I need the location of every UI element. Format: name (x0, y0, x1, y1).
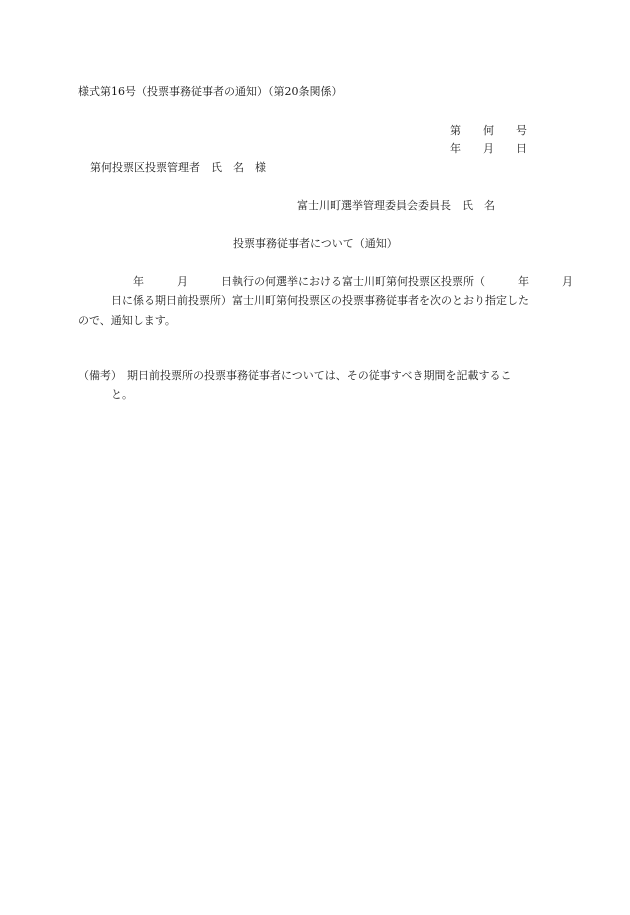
recipient: 第何投票区投票管理者 氏 名 様 (90, 161, 266, 174)
body-line: ので、通知します。 (78, 314, 176, 327)
remarks-line: 期日前投票所の投票事務従事者については、その従事すべき期間を記載するこ (127, 369, 512, 382)
remarks-line: と。 (111, 388, 133, 401)
document-date: 年 月 日 (450, 142, 527, 155)
remarks-label: （備考） (78, 369, 122, 382)
form-title: 様式第16号（投票事務従事者の通知）（第20条関係） (78, 85, 343, 98)
body-line: 年 月 日執行の何選挙における富士川町第何投票区投票所（ 年 月 (78, 275, 573, 288)
sender: 富士川町選挙管理委員会委員長 氏 名 (297, 199, 495, 212)
document-number: 第 何 号 (450, 124, 527, 137)
subject-title: 投票事務従事者について（通知） (233, 237, 398, 250)
body-line: 日に係る期日前投票所）富士川町第何投票区の投票事務従事者を次のとおり指定した (78, 294, 529, 307)
